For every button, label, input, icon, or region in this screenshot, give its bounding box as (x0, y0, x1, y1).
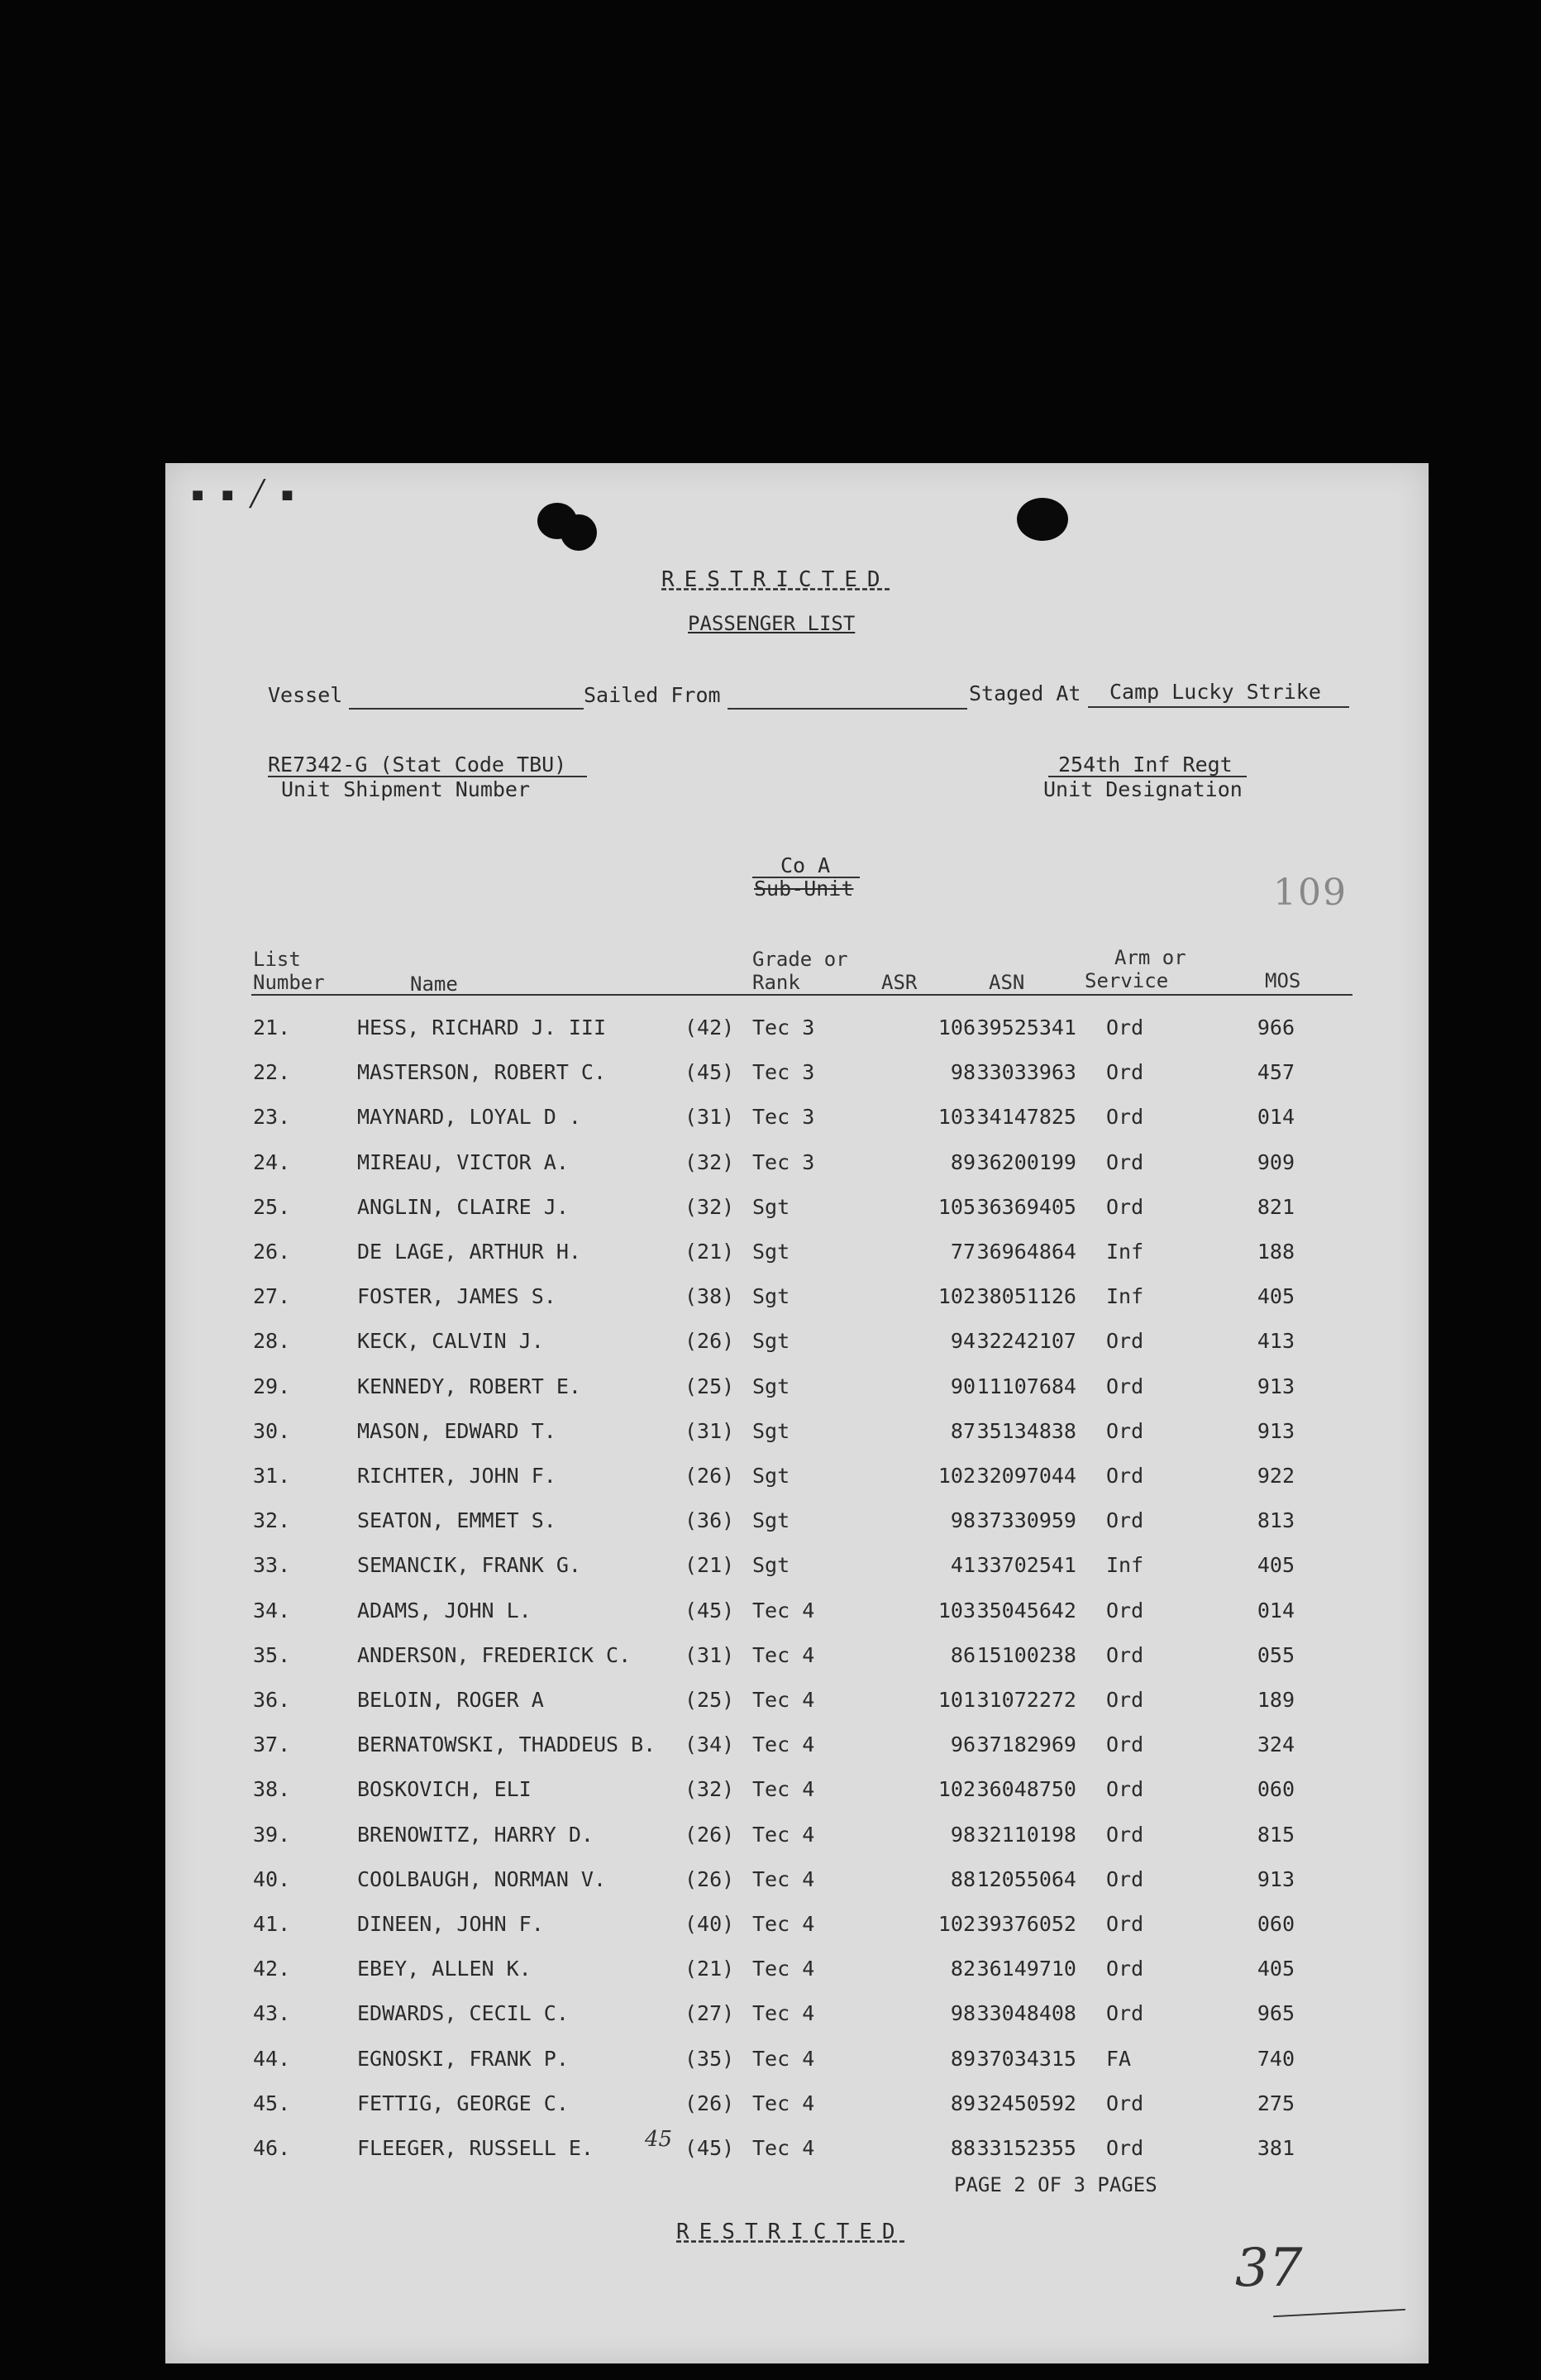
row-name: FOSTER, JAMES S. (357, 1284, 556, 1309)
row-name: ANDERSON, FREDERICK C. (357, 1642, 632, 1667)
row-mos: 966 (1257, 1016, 1295, 1039)
table-row (165, 1688, 1429, 1729)
row-asn: 38051126 (976, 1284, 1076, 1309)
header-rule (251, 994, 1353, 996)
row-mos: 060 (1257, 1912, 1295, 1936)
row-asn: 11107684 (976, 1374, 1076, 1398)
row-age: (38) (685, 1284, 735, 1309)
row-grade: Tec 4 (752, 1732, 815, 1757)
row-age: (40) (685, 1912, 735, 1936)
row-name: FETTIG, GEORGE C. (357, 2091, 569, 2115)
row-grade: Sgt (752, 1553, 790, 1578)
row-mos: 909 (1257, 1149, 1295, 1174)
row-mos: 913 (1257, 1418, 1295, 1443)
row-name: EDWARDS, CECIL C. (357, 2001, 569, 2026)
table-row (165, 1643, 1429, 1685)
col-arm-2: Service (1085, 969, 1169, 992)
row-age: (42) (685, 1016, 735, 1039)
row-asr: 102 (937, 1464, 976, 1488)
table-row (165, 1912, 1429, 1953)
col-list-2: Number (253, 971, 325, 994)
corner-marks: ▪ ▪ ╱ ▪ (190, 480, 295, 509)
unit-designation-value: 254th Inf Regt (1058, 753, 1233, 777)
row-mos: 014 (1257, 1598, 1295, 1623)
row-grade: Tec 4 (752, 1598, 815, 1623)
row-age: (32) (685, 1194, 735, 1219)
row-arm: Ord (1106, 1418, 1144, 1443)
row-grade: Sgt (752, 1329, 790, 1354)
row-asr: 96 (950, 1732, 976, 1757)
table-row (165, 1732, 1429, 1774)
table-row (165, 2001, 1429, 2043)
table-row (165, 1016, 1429, 1057)
row-asr: 105 (937, 1194, 976, 1219)
row-arm: Inf (1106, 1553, 1144, 1578)
row-arm: Ord (1106, 1688, 1144, 1712)
row-mos: 913 (1257, 1374, 1295, 1398)
row-number: 21. (253, 1016, 291, 1039)
col-asn: ASN (989, 971, 1025, 994)
row-mos: 740 (1257, 2046, 1295, 2071)
table-row (165, 1150, 1429, 1192)
col-mos: MOS (1265, 969, 1301, 992)
row-number: 42. (253, 1957, 291, 1981)
row-arm: Ord (1106, 1866, 1144, 1891)
row-grade: Tec 4 (752, 1822, 815, 1847)
row-asr: 102 (937, 1912, 976, 1936)
row-asr: 103 (937, 1105, 976, 1130)
row-asn: 36200199 (976, 1149, 1076, 1174)
row-age: (26) (685, 1866, 735, 1891)
row-asn: 37034315 (976, 2046, 1076, 2071)
row-arm: Ord (1106, 1194, 1144, 1219)
table-row (165, 1284, 1429, 1326)
row-name: MIREAU, VICTOR A. (357, 1149, 569, 1174)
row-number: 45. (253, 2091, 291, 2115)
row-grade: Tec 4 (752, 2001, 815, 2026)
row-grade: Sgt (752, 1240, 790, 1264)
sub-unit-value: Co A (780, 853, 831, 877)
row-arm: Ord (1106, 1374, 1144, 1398)
row-number: 43. (253, 2001, 291, 2026)
row-number: 44. (253, 2046, 291, 2071)
row-arm: Ord (1106, 1732, 1144, 1757)
row-asr: 98 (950, 2001, 976, 2026)
row-number: 33. (253, 1553, 291, 1578)
row-arm: Ord (1106, 2091, 1144, 2115)
row-mos: 405 (1257, 1957, 1295, 1981)
row-grade: Tec 4 (752, 1777, 815, 1802)
unit-shipment-label: Unit Shipment Number (281, 777, 531, 801)
row-name: BRENOWITZ, HARRY D. (357, 1822, 594, 1847)
row-age: (32) (685, 1777, 735, 1802)
row-name: SEATON, EMMET S. (357, 1508, 556, 1533)
row-asr: 90 (950, 1374, 976, 1398)
table-row (165, 1823, 1429, 1864)
row-grade: Tec 4 (752, 2091, 815, 2115)
row-age: (26) (685, 1329, 735, 1354)
row-asn: 35134838 (976, 1418, 1076, 1443)
row-asr: 98 (950, 1508, 976, 1533)
row-arm: Inf (1106, 1284, 1144, 1309)
staged-at-line (1088, 706, 1349, 708)
row-mos: 457 (1257, 1060, 1295, 1085)
row-grade: Sgt (752, 1374, 790, 1398)
sailed-from-label: Sailed From (584, 683, 721, 707)
row-number: 25. (253, 1194, 291, 1219)
row-age: (45) (685, 2136, 735, 2160)
row-name: DINEEN, JOHN F. (357, 1912, 544, 1936)
row-number: 29. (253, 1374, 291, 1398)
row-asn: 33702541 (976, 1553, 1076, 1578)
punch-hole-right (1017, 498, 1068, 541)
row-name: BOSKOVICH, ELI (357, 1777, 532, 1802)
row-age: (26) (685, 1822, 735, 1847)
row-age: (32) (685, 1149, 735, 1174)
document-page (165, 463, 1429, 2363)
row-asn: 36149710 (976, 1957, 1076, 1981)
row-age: (31) (685, 1642, 735, 1667)
row-mos: 188 (1257, 1240, 1295, 1264)
row-number: 23. (253, 1105, 291, 1130)
row-number: 35. (253, 1642, 291, 1667)
row-number: 22. (253, 1060, 291, 1085)
row-mos: 189 (1257, 1688, 1295, 1712)
stamp-number: 109 (1273, 872, 1348, 914)
row-name: SEMANCIK, FRANK G. (357, 1553, 581, 1578)
table-row (165, 2091, 1429, 2133)
table-row (165, 1464, 1429, 1505)
table-row (165, 1599, 1429, 1640)
row-grade: Tec 3 (752, 1149, 815, 1174)
row-number: 27. (253, 1284, 291, 1309)
col-arm-1: Arm or (1114, 946, 1186, 969)
row-arm: Ord (1106, 1508, 1144, 1533)
row-grade: Tec 4 (752, 2046, 815, 2071)
table-row (165, 1374, 1429, 1416)
row-grade: Tec 3 (752, 1016, 815, 1039)
row-asr: 102 (937, 1777, 976, 1802)
row-number: 32. (253, 1508, 291, 1533)
row-asn: 32450592 (976, 2091, 1076, 2115)
row-name: BELOIN, ROGER A (357, 1688, 544, 1712)
row-mos: 922 (1257, 1464, 1295, 1488)
col-asr: ASR (881, 971, 918, 994)
unit-designation-label: Unit Designation (1043, 777, 1243, 801)
row-arm: FA (1106, 2046, 1132, 2071)
classification-top: RESTRICTED (661, 567, 890, 592)
table-row (165, 1195, 1429, 1236)
row-mos: 405 (1257, 1553, 1295, 1578)
row-grade: Sgt (752, 1508, 790, 1533)
row-arm: Ord (1106, 1777, 1144, 1802)
row-asn: 34147825 (976, 1105, 1076, 1130)
row-number: 28. (253, 1329, 291, 1354)
table-row (165, 1105, 1429, 1146)
row-arm: Ord (1106, 2136, 1144, 2160)
row-age: (31) (685, 1418, 735, 1443)
row-name: ADAMS, JOHN L. (357, 1598, 532, 1623)
row-name: MAYNARD, LOYAL D . (357, 1105, 581, 1130)
row-asn: 33152355 (976, 2136, 1076, 2160)
row-age: (26) (685, 1464, 735, 1488)
row-age: (34) (685, 1732, 735, 1757)
row-asn: 32110198 (976, 1822, 1076, 1847)
row-arm: Ord (1106, 2001, 1144, 2026)
row-asn: 37330959 (976, 1508, 1076, 1533)
handwritten-page-number: 37 (1235, 2238, 1303, 2299)
row-grade: Tec 4 (752, 1912, 815, 1936)
table-row (165, 1240, 1429, 1281)
row-asn: 35045642 (976, 1598, 1076, 1623)
table-row (165, 1508, 1429, 1550)
row-grade: Tec 4 (752, 1688, 815, 1712)
row-arm: Ord (1106, 1016, 1144, 1039)
row-grade: Sgt (752, 1464, 790, 1488)
row-arm: Ord (1106, 1329, 1144, 1354)
row-name: EGNOSKI, FRANK P. (357, 2046, 569, 2071)
row-arm: Ord (1106, 1060, 1144, 1085)
row-age: (21) (685, 1553, 735, 1578)
row-asn: 36964864 (976, 1240, 1076, 1264)
row-arm: Ord (1106, 1822, 1144, 1847)
row-name: KENNEDY, ROBERT E. (357, 1374, 581, 1398)
row-arm: Ord (1106, 1642, 1144, 1667)
row-asr: 89 (950, 2091, 976, 2115)
table-row (165, 2047, 1429, 2088)
row-asr: 41 (950, 1553, 976, 1578)
row-grade: Sgt (752, 1194, 790, 1219)
row-age: (36) (685, 1508, 735, 1533)
row-asr: 87 (950, 1418, 976, 1443)
row-grade: Tec 3 (752, 1105, 815, 1130)
row-grade: Sgt (752, 1418, 790, 1443)
row-mos: 014 (1257, 1105, 1295, 1130)
row-grade: Tec 4 (752, 1957, 815, 1981)
row-number: 24. (253, 1149, 291, 1174)
row-age: (35) (685, 2046, 735, 2071)
row-asn: 33033963 (976, 1060, 1076, 1085)
row-asr: 88 (950, 1866, 976, 1891)
row-name: HESS, RICHARD J. III (357, 1016, 607, 1039)
row-asr: 89 (950, 2046, 976, 2071)
row-asn: 36048750 (976, 1777, 1076, 1802)
sub-unit-label: Sub-Unit (754, 877, 854, 901)
row-arm: Ord (1106, 1957, 1144, 1981)
row-name: EBEY, ALLEN K. (357, 1957, 532, 1981)
row-name: KECK, CALVIN J. (357, 1329, 544, 1354)
row-asr: 102 (937, 1284, 976, 1309)
row-age: (21) (685, 1957, 735, 1981)
row-arm: Ord (1106, 1105, 1144, 1130)
row-number: 38. (253, 1777, 291, 1802)
row-arm: Ord (1106, 1149, 1144, 1174)
row-age: (25) (685, 1374, 735, 1398)
row-arm: Ord (1106, 1464, 1144, 1488)
row-asn: 32097044 (976, 1464, 1076, 1488)
row-number: 30. (253, 1418, 291, 1443)
classification-bottom: RESTRICTED (676, 2220, 905, 2244)
row-number: 40. (253, 1866, 291, 1891)
row-grade: Tec 4 (752, 2136, 815, 2160)
row-mos: 413 (1257, 1329, 1295, 1354)
sailed-from-line (728, 708, 967, 710)
row-asn: 33048408 (976, 2001, 1076, 2026)
row-mos: 821 (1257, 1194, 1295, 1219)
row-mos: 405 (1257, 1284, 1295, 1309)
row-number: 37. (253, 1732, 291, 1757)
punch-hole-left-2 (561, 514, 597, 551)
row-asr: 88 (950, 2136, 976, 2160)
table-row (165, 1777, 1429, 1818)
row-asr: 103 (937, 1598, 976, 1623)
table-row (165, 1553, 1429, 1594)
unit-shipment-value: RE7342-G (Stat Code TBU) (268, 753, 567, 777)
row-mos: 060 (1257, 1777, 1295, 1802)
col-grade-2: Rank (752, 971, 800, 994)
row-mos: 275 (1257, 2091, 1295, 2115)
row-number: 39. (253, 1822, 291, 1847)
row-age: (31) (685, 1105, 735, 1130)
row-mos: 381 (1257, 2136, 1295, 2160)
table-row (165, 1867, 1429, 1909)
row-mos: 965 (1257, 2001, 1295, 2026)
row-mos: 815 (1257, 1822, 1295, 1847)
row-mos: 055 (1257, 1642, 1295, 1667)
page-footer: PAGE 2 OF 3 PAGES (954, 2173, 1157, 2196)
row-name: FLEEGER, RUSSELL E. (357, 2136, 594, 2160)
row-name: COOLBAUGH, NORMAN V. (357, 1866, 607, 1891)
row-asn: 12055064 (976, 1866, 1076, 1891)
row-asn: 15100238 (976, 1642, 1076, 1667)
row-grade: Sgt (752, 1284, 790, 1309)
row-asn: 31072272 (976, 1688, 1076, 1712)
table-row (165, 2136, 1429, 2177)
row-asn: 39376052 (976, 1912, 1076, 1936)
table-row (165, 1329, 1429, 1370)
row-number: 46. (253, 2136, 291, 2160)
table-row (165, 1957, 1429, 1998)
document-title: PASSENGER LIST (688, 612, 856, 635)
table-row (165, 1060, 1429, 1102)
row-asr: 86 (950, 1642, 976, 1667)
row-age: (25) (685, 1688, 735, 1712)
vessel-line (349, 708, 584, 710)
row-asr: 89 (950, 1149, 976, 1174)
row-age: (26) (685, 2091, 735, 2115)
row-asr: 98 (950, 1060, 976, 1085)
col-list-1: List (253, 948, 301, 971)
row-asr: 82 (950, 1957, 976, 1981)
handwritten-age-note: 45 (645, 2127, 673, 2152)
row-asn: 36369405 (976, 1194, 1076, 1219)
row-asr: 101 (937, 1688, 976, 1712)
row-asn: 32242107 (976, 1329, 1076, 1354)
row-age: (45) (685, 1060, 735, 1085)
handwritten-stroke (1273, 2309, 1405, 2317)
col-grade-1: Grade or (752, 948, 848, 971)
row-asn: 37182969 (976, 1732, 1076, 1757)
row-number: 31. (253, 1464, 291, 1488)
col-name: Name (410, 973, 458, 996)
row-name: ANGLIN, CLAIRE J. (357, 1194, 569, 1219)
row-name: BERNATOWSKI, THADDEUS B. (357, 1732, 656, 1757)
row-arm: Ord (1106, 1598, 1144, 1623)
row-mos: 913 (1257, 1866, 1295, 1891)
row-asr: 98 (950, 1822, 976, 1847)
staged-at-label: Staged At (969, 681, 1081, 705)
row-name: MASTERSON, ROBERT C. (357, 1060, 607, 1085)
row-asn: 39525341 (976, 1016, 1076, 1039)
row-asr: 106 (937, 1016, 976, 1039)
row-age: (45) (685, 1598, 735, 1623)
row-arm: Inf (1106, 1240, 1144, 1264)
row-number: 36. (253, 1688, 291, 1712)
row-name: DE LAGE, ARTHUR H. (357, 1240, 581, 1264)
row-grade: Tec 4 (752, 1866, 815, 1891)
row-mos: 813 (1257, 1508, 1295, 1533)
row-number: 26. (253, 1240, 291, 1264)
row-grade: Tec 3 (752, 1060, 815, 1085)
vessel-label: Vessel (268, 683, 343, 707)
row-name: MASON, EDWARD T. (357, 1418, 556, 1443)
row-age: (21) (685, 1240, 735, 1264)
row-number: 41. (253, 1912, 291, 1936)
row-asr: 77 (950, 1240, 976, 1264)
row-arm: Ord (1106, 1912, 1144, 1936)
staged-at-value: Camp Lucky Strike (1109, 680, 1321, 704)
row-mos: 324 (1257, 1732, 1295, 1757)
row-number: 34. (253, 1598, 291, 1623)
row-name: RICHTER, JOHN F. (357, 1464, 556, 1488)
row-asr: 94 (950, 1329, 976, 1354)
row-grade: Tec 4 (752, 1642, 815, 1667)
table-row (165, 1419, 1429, 1460)
row-age: (27) (685, 2001, 735, 2026)
